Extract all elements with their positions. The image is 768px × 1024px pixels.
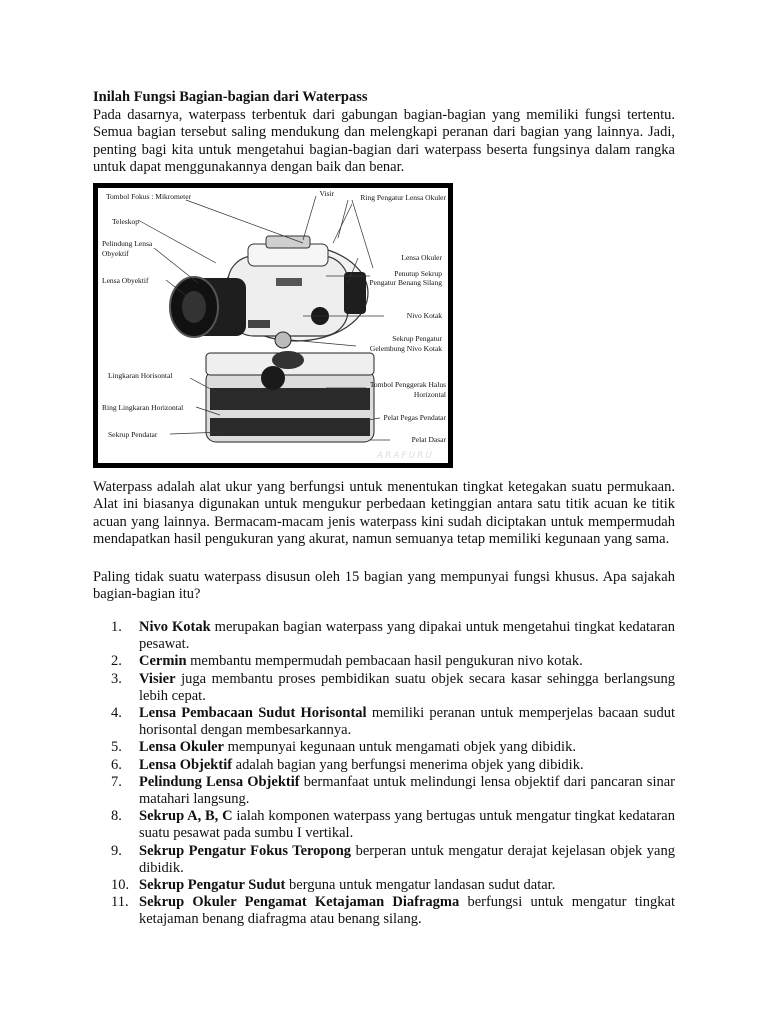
list-item (93, 843, 675, 877)
list-desc: membantu mempermudah pembacaan hasil pengukuran nivo kotak. (186, 653, 583, 670)
waterpass-diagram-figure (93, 183, 453, 468)
parts-list (93, 619, 675, 929)
label-lensa-obyektif: Lensa Obyektif (102, 276, 149, 285)
label-ring-lingkaran: Ring Lingkaran Horizontal (102, 403, 184, 412)
list-item (93, 619, 675, 653)
list-term: Sekrup Pengatur Fokus Teropong (139, 842, 352, 859)
list-item (93, 739, 675, 756)
label-pelat-pegas: Pelat Pegas Pendatar (383, 413, 446, 422)
list-item (93, 774, 675, 808)
list-number: 8. (111, 808, 122, 825)
label-pengatur-benang: Pengatur Benang Silang (369, 278, 442, 287)
list-number: 3. (111, 670, 122, 687)
label-obyektif: Obyektif (102, 249, 129, 258)
label-sekrup-pengatur: Sekrup Pengatur (392, 334, 442, 343)
label-gelembung-nivo: Gelembung Nivo Kotak (369, 344, 442, 353)
list-desc: adalah bagian yang berfungsi menerima objek yang dibidik. (232, 756, 584, 773)
list-number: 1. (111, 619, 122, 635)
watermark-text: ARAFURU (376, 451, 434, 461)
list-term: Cermin (139, 653, 187, 670)
list-term: Lensa Pembacaan Sudut Horisontal (139, 705, 367, 722)
list-item (93, 894, 675, 928)
list-desc: memiliki peranan untuk memperjelas bacaan sudut horisontal dengan membesarkannya. (139, 705, 675, 739)
list-term: Sekrup A, B, C (139, 808, 233, 825)
waterpass-diagram (98, 188, 448, 463)
label-nivo-kotak: Nivo Kotak (406, 311, 442, 320)
list-item (93, 877, 675, 894)
label-pelat-dasar: Pelat Dasar (411, 435, 446, 444)
list-desc: berperan untuk mengatur derajat kejelasan objek yang dibidik. (139, 842, 675, 876)
list-desc: berfungsi untuk mengatur tingkat ketajaman benang diafragma atau benang silang. (139, 894, 675, 928)
list-item (93, 653, 675, 670)
list-number: 2. (111, 653, 122, 670)
label-pelindung-lensa: Pelindung Lensa (102, 239, 153, 248)
label-sekrup-pendatar: Sekrup Pendatar (108, 430, 158, 439)
list-term: Sekrup Okuler Pengamat Ketajaman Diafragma (139, 894, 460, 911)
list-desc: ialah komponen waterpass yang bertugas untuk mengatur tingkat kedataran suatu pesawat pada sumbu I vertikal. (139, 808, 675, 842)
list-term: Visier (139, 670, 176, 687)
list-term: Sekrup Pengatur Sudut (139, 877, 286, 894)
list-number: 6. (111, 756, 122, 773)
label-lensa-okuler: Lensa Okuler (401, 253, 442, 262)
list-number: 11. (111, 894, 129, 911)
label-lingkaran-horisontal: Lingkaran Horisontal (108, 371, 173, 380)
list-number: 4. (111, 705, 122, 722)
list-item (93, 671, 675, 705)
list-desc: mempunyai kegunaan untuk mengamati objek yang dibidik. (224, 739, 576, 756)
intro-paragraph: Pada dasarnya, waterpass terbentuk dari gabungan bagian-bagian yang memiliki fungsi tertentu. Semua bagian tersebut saling mendukung dan melengkapi peranan dari bagian yang lainnya. Jadi, penting bagi kita untuk mengetahui bagian-bagian dari waterpass beserta fungsinya dalam rangka untuk dapat menggunakannya dengan baik dan benar. (93, 107, 675, 176)
list-number: 9. (111, 842, 122, 859)
list-term: Lensa Objektif (139, 756, 233, 773)
label-tombol-penggerak: Tombol Penggerak Halus (369, 380, 446, 389)
label-horizontal: Horizontal (413, 390, 446, 399)
list-desc: merupakan bagian waterpass yang dipakai untuk mengetahui tingkat kedataran pesawat. (139, 619, 675, 653)
list-number: 7. (111, 773, 122, 790)
list-desc: berguna untuk mengatur landasan sudut datar. (285, 877, 556, 894)
label-tombol-fokus: Tombol Fokus : Mikrometer (106, 192, 192, 201)
list-item (93, 705, 675, 739)
list-desc: juga membantu proses pembidikan suatu objek secara kasar sehingga berlangsung lebih cepat. (139, 670, 675, 704)
question-paragraph: Paling tidak suatu waterpass disusun oleh 15 bagian yang mempunyai fungsi khusus. Apa sajakah bagian-bagian itu? (93, 569, 675, 603)
label-visir: Visir (319, 189, 334, 198)
definition-paragraph: Waterpass adalah alat ukur yang berfungsi untuk menentukan tingkat ketegakan suatu permukaan. Alat ini biasanya digunakan untuk mengukur perbedaan ketinggian antara satu titik acuan ke titik acuan yang lainnya. Bermacam-macam jenis waterpass kini sudah diciptakan untuk mempermudah mendapatkan hasil pengukuran yang akurat, namun semuanya tetap memiliki kegunaan yang sama. (93, 479, 675, 548)
list-number: 5. (111, 739, 122, 756)
list-number: 10. (111, 877, 130, 894)
label-ring-pengatur-okuler: Ring Pengatur Lensa Okuler (360, 193, 446, 202)
list-term: Lensa Okuler (139, 739, 224, 756)
list-desc: bermanfaat untuk melindungi lensa objektif dari pancaran sinar matahari langsung. (139, 773, 675, 808)
list-term: Nivo Kotak (139, 619, 211, 635)
label-teleskop: Teleskop (112, 217, 139, 226)
list-item (93, 808, 675, 842)
label-penutup-sekrup: Penutup Sekrup (394, 269, 442, 278)
list-item (93, 757, 675, 774)
section-heading: Inilah Fungsi Bagian-bagian dari Waterpass (93, 89, 368, 105)
list-term: Pelindung Lensa Objektif (139, 773, 300, 790)
